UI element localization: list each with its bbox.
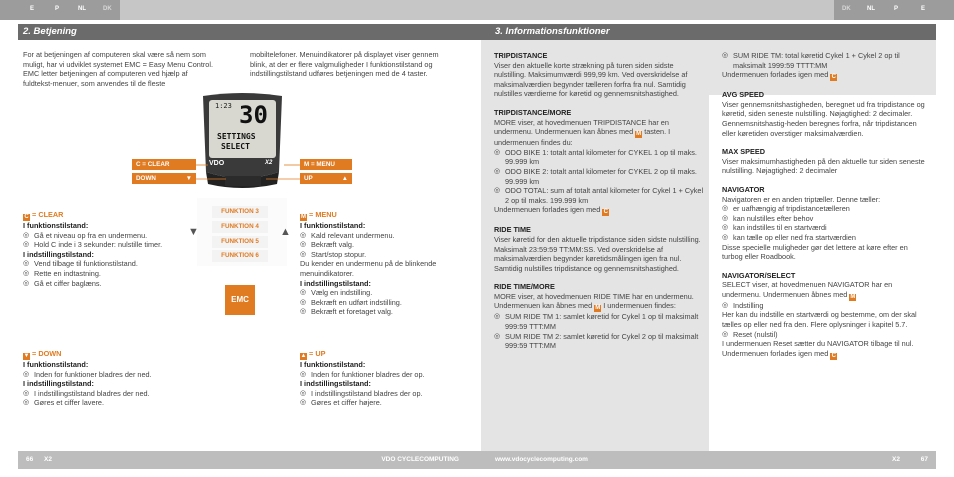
m-key-icon: M bbox=[636, 131, 642, 138]
ride-time-more-text: MORE viser, at hovedmenuen RIDE TIME har en undermenu. Undermenuen kan åbnes med bbox=[494, 291, 694, 311]
intro-text-1: For at betjeningen af computeren skal være så nem som muligt, har vi udviklet systemet EMC = Easy Menu Control. EMC letter betjeningen af computeren ved hjælp af fuldtekst-menuer, som anvendes til de fleste bbox=[23, 50, 213, 88]
lang-nl: NL bbox=[867, 6, 875, 12]
down-block bbox=[23, 349, 173, 408]
m-key-icon: M bbox=[595, 305, 601, 312]
navigator-select-heading: NAVIGATOR/SELECT bbox=[722, 270, 796, 280]
emc-text: EMC bbox=[231, 295, 249, 304]
lang-dk: DK bbox=[842, 6, 851, 12]
m-menu-label bbox=[300, 159, 352, 170]
up-block bbox=[300, 349, 450, 408]
display-big-value: 30 bbox=[239, 101, 268, 129]
clear-heading-2: I indstillingstilstand: bbox=[23, 249, 94, 259]
section-bar-right bbox=[477, 24, 936, 40]
lang-dk: DK bbox=[103, 6, 112, 12]
info-column-1 bbox=[494, 51, 706, 351]
intro-text-2: mobiltelefoner. Menuindikatorer på displayet viser gennem blink, at der er flere valgmuligheder I funktionstilstand og indstillingstilstand udføres betjeningen med de 4 taster. bbox=[250, 50, 439, 79]
down-text: DOWN bbox=[136, 175, 156, 182]
list-item: ◎ Gå et ciffer baglæns. bbox=[23, 279, 173, 289]
emc-icon bbox=[225, 285, 255, 315]
up-heading-2: I indstillingstilstand: bbox=[300, 379, 371, 389]
language-bar-left bbox=[0, 0, 120, 20]
tripdistance-more-text: MORE viser, at hovedmenuen TRIPDISTANCE har en undermenu. Undermenuen kan åbnes med bbox=[494, 117, 669, 137]
list-item: ◎ Gøres et ciffer højere. bbox=[300, 398, 450, 408]
list-item: ◎ Inden for funktioner bladres der ned. bbox=[23, 370, 173, 380]
funktion-4: FUNKTION 4 bbox=[212, 221, 268, 233]
footer-left bbox=[18, 451, 477, 469]
navigator-select-text: SELECT viser, at hovedmenuen NAVIGATOR har en undermenu. Undermenuen åbnes med bbox=[722, 280, 893, 299]
up-title: = UP bbox=[309, 349, 326, 358]
footer-url[interactable]: www.vdocyclecomputing.com bbox=[495, 456, 588, 463]
list-item: ◎ Bekræft et foretaget valg. bbox=[300, 307, 460, 317]
navigator-text: Navigatoren er en anden triptæller. Denne tæller: bbox=[722, 194, 881, 204]
language-bar-fill bbox=[120, 0, 477, 20]
sum-exit-text: Undermenuen forlades igen med bbox=[722, 70, 829, 80]
lang-e: E bbox=[921, 6, 926, 12]
lang-nl: NL bbox=[78, 6, 86, 12]
tripdistance-more-heading: TRIPDISTANCE/MORE bbox=[494, 107, 572, 117]
list-item: ◎ SUM RIDE TM: total køretid Cykel 1 + Cykel 2 op til maksimalt 1999:59 TTTT:MM bbox=[722, 51, 927, 70]
section-title: 2. Betjening bbox=[23, 26, 77, 37]
c-key-icon: C bbox=[831, 352, 836, 359]
ride-time-more-text-2: I undermenuen findes: bbox=[603, 301, 676, 311]
c-key-icon: C bbox=[603, 209, 608, 216]
avg-speed-text: Viser gennemsnitshastigheden, beregnet ud fra tripdistance og køretid, siden seneste nulstilling. Nøjagtighed: 2 decimaler. Gennemsnitshastig-heden beregnes forfra, når tripdistancen eller køretiden overstiger maksimalværdien. bbox=[722, 99, 925, 138]
list-item: ◎ ODO BIKE 2: totalt antal kilometer for CYKEL 2 op til maks. 99.999 km bbox=[494, 167, 706, 186]
c-key-icon: C bbox=[24, 214, 29, 220]
list-item: ◎ kan nulstilles efter behov bbox=[722, 214, 927, 224]
list-item: ◎ Bekræft valg. bbox=[300, 240, 460, 250]
list-item: ◎ kan tælle op eller ned fra startværdien bbox=[722, 233, 927, 243]
list-item: ◎ I indstillingstilstand bladres der op. bbox=[300, 389, 450, 399]
list-item: ◎ Vælg en indstilling. bbox=[300, 288, 460, 298]
funktion-6: FUNKTION 6 bbox=[212, 250, 268, 262]
device-brand: VDO bbox=[209, 160, 225, 167]
section-title: 3. Informationsfunktioner bbox=[495, 26, 610, 37]
down-heading-1: I funktionstilstand: bbox=[23, 360, 89, 369]
right-page bbox=[477, 0, 954, 477]
label-connector-lines bbox=[196, 162, 300, 186]
navigator-select-text-2: Her kan du indstille en startværdi og bestemme, om der skal tælles op eller ned fra den. Flere oplysninger i kapitel 5.7. bbox=[722, 310, 917, 330]
list-item: ◎ Gøres et ciffer lavere. bbox=[23, 398, 173, 408]
device-model: X2 bbox=[265, 160, 273, 166]
language-bar-right bbox=[834, 0, 954, 20]
display-settings: SETTINGS bbox=[217, 132, 256, 141]
list-item: ◎ Reset (nulstil) bbox=[722, 330, 927, 340]
ride-time-more-heading: RIDE TIME/MORE bbox=[494, 282, 555, 292]
funktion-5: FUNKTION 5 bbox=[212, 236, 268, 248]
navigator-heading: NAVIGATOR bbox=[722, 184, 765, 194]
m-key-icon: M bbox=[850, 293, 856, 300]
clear-title: = CLEAR bbox=[32, 210, 64, 219]
arrow-down-large-icon: ▼ bbox=[188, 226, 199, 238]
list-item: ◎ Indstilling bbox=[722, 301, 927, 311]
info-column-2 bbox=[722, 51, 927, 360]
m-menu-text: M = MENU bbox=[304, 161, 335, 168]
list-item: ◎ Inden for funktioner bladres der op. bbox=[300, 370, 450, 380]
ride-time-text: Viser køretid for den aktuelle tripdistance siden sidste nulstilling. Maksimalt 23:59:59 TT:MM:SS. Ved overskridelse af maksimalværdien begynder køretidsmålingen igen fra nul. Samtidig nulstilles tripdistance og gennemsnitshastighed. bbox=[494, 234, 701, 273]
list-item: ◎ SUM RIDE TM 2: samlet køretid for Cykel 2 op til maksimalt 999:59 TTT:MM bbox=[494, 332, 706, 351]
list-item: ◎ Hold C inde i 3 sekunder: nulstille timer. bbox=[23, 240, 173, 250]
footer-brand: VDO CYCLECOMPUTING bbox=[381, 456, 459, 463]
menu-title: = MENU bbox=[309, 210, 337, 219]
list-item: ◎ Kald relevant undermenu. bbox=[300, 231, 460, 241]
section-bar-left bbox=[18, 24, 477, 40]
lang-e: E bbox=[30, 6, 35, 12]
list-item: ◎ Rette en indtastning. bbox=[23, 269, 173, 279]
menu-heading-1: I funktionstilstand: bbox=[300, 221, 366, 230]
c-clear-text: C = CLEAR bbox=[136, 161, 170, 168]
tripdistance-heading: TRIPDISTANCE bbox=[494, 51, 548, 60]
funktion-3: FUNKTION 3 bbox=[212, 206, 268, 218]
c-clear-label bbox=[132, 159, 196, 170]
up-text: UP bbox=[304, 175, 313, 182]
navigator-select-text-3: I undermenuen Reset sætter du NAVIGATOR tilbage til nul. Undermenuen forlades igen med bbox=[722, 339, 914, 358]
ride-time-heading: RIDE TIME bbox=[494, 225, 531, 235]
up-label bbox=[300, 173, 352, 184]
arrow-up-icon: ▲ bbox=[341, 175, 348, 182]
tripdistance-text: Viser den aktuelle korte strækning på turen siden sidste nulstilling. Maksimumværdi 999,99 km. Ved overskridelse af maksimalværdien begynder tælleren forfra fra nul. Samtidig nulstilles værdierne for køretid og gennemsnitshastighed. bbox=[494, 60, 688, 99]
footer-model-left: X2 bbox=[44, 456, 52, 463]
display-small-value: 1:23 bbox=[215, 102, 232, 110]
page-number-left: 66 bbox=[26, 456, 34, 463]
clear-heading-1: I funktionstilstand: bbox=[23, 221, 89, 230]
intro-col2 bbox=[250, 50, 455, 79]
clear-block bbox=[23, 210, 173, 288]
down-heading-2: I indstillingstilstand: bbox=[23, 379, 94, 389]
list-item: ◎ I indstillingstilstand bladres der ned. bbox=[23, 389, 173, 399]
c-key-icon: C bbox=[831, 74, 836, 81]
lang-p: P bbox=[55, 6, 60, 12]
arrow-down-icon: ▼ bbox=[185, 175, 192, 182]
lang-p: P bbox=[894, 6, 899, 12]
menu-note: Du kender en undermenu på de blinkende menuindikatorer. bbox=[300, 259, 437, 278]
down-label bbox=[132, 173, 196, 184]
footer-model-right: X2 bbox=[892, 456, 900, 463]
list-item: ◎ ODO TOTAL: sum af totalt antal kilometer for Cykel 1 + Cykel 2 op til maks. 199.999 km bbox=[494, 186, 706, 205]
display-select: SELECT bbox=[221, 142, 250, 151]
down-title: = DOWN bbox=[32, 349, 62, 358]
language-bar-fill-right bbox=[477, 0, 834, 20]
list-item: ◎ Bekræft en udført indstilling. bbox=[300, 298, 460, 308]
menu-block bbox=[300, 210, 460, 317]
arrow-up-large-icon: ▲ bbox=[280, 226, 291, 238]
list-item: ◎ Start/stop stopur. bbox=[300, 250, 460, 260]
intro-col1 bbox=[23, 50, 213, 88]
list-item: ◎ Gå et niveau op fra en undermenu. bbox=[23, 231, 173, 241]
up-heading-1: I funktionstilstand: bbox=[300, 360, 366, 369]
tripdistance-more-text-2: tasten. I undermenuen findes du: bbox=[494, 127, 671, 148]
max-speed-heading: MAX SPEED bbox=[722, 147, 765, 157]
navigator-text-2: Disse specielle muligheder gør det lettere at køre efter en turbog eller Roadbook. bbox=[722, 242, 908, 262]
page-number-right: 67 bbox=[920, 456, 928, 463]
down-key-icon: ▼ bbox=[23, 353, 30, 359]
footer-right bbox=[477, 451, 936, 469]
menu-heading-2: I indstillingstilstand: bbox=[300, 278, 371, 288]
m-key-icon: M bbox=[301, 214, 306, 220]
list-item: ◎ SUM RIDE TM 1: samlet køretid for Cykel 1 op til maksimalt 999:59 TTT:MM bbox=[494, 312, 706, 331]
max-speed-text: Viser maksimumhastigheden på den aktuelle tur siden seneste nulstilling. Nøjagtighed: 2 decimaler bbox=[722, 156, 925, 176]
list-item: ◎ ODO BIKE 1: totalt antal kilometer for CYKEL 1 op til maks. 99.999 km bbox=[494, 148, 706, 167]
up-key-icon: ▲ bbox=[300, 353, 307, 359]
avg-speed-heading: AVG SPEED bbox=[722, 90, 765, 100]
list-item: ◎ kan indstilles til en startværdi bbox=[722, 223, 927, 233]
tripdistance-more-exit: Undermenuen forlades igen med bbox=[494, 205, 601, 215]
list-item: ◎ er uafhængig af tripdistancetælleren bbox=[722, 204, 927, 214]
list-item: ◎ Vend tilbage til funktionstilstand. bbox=[23, 259, 173, 269]
